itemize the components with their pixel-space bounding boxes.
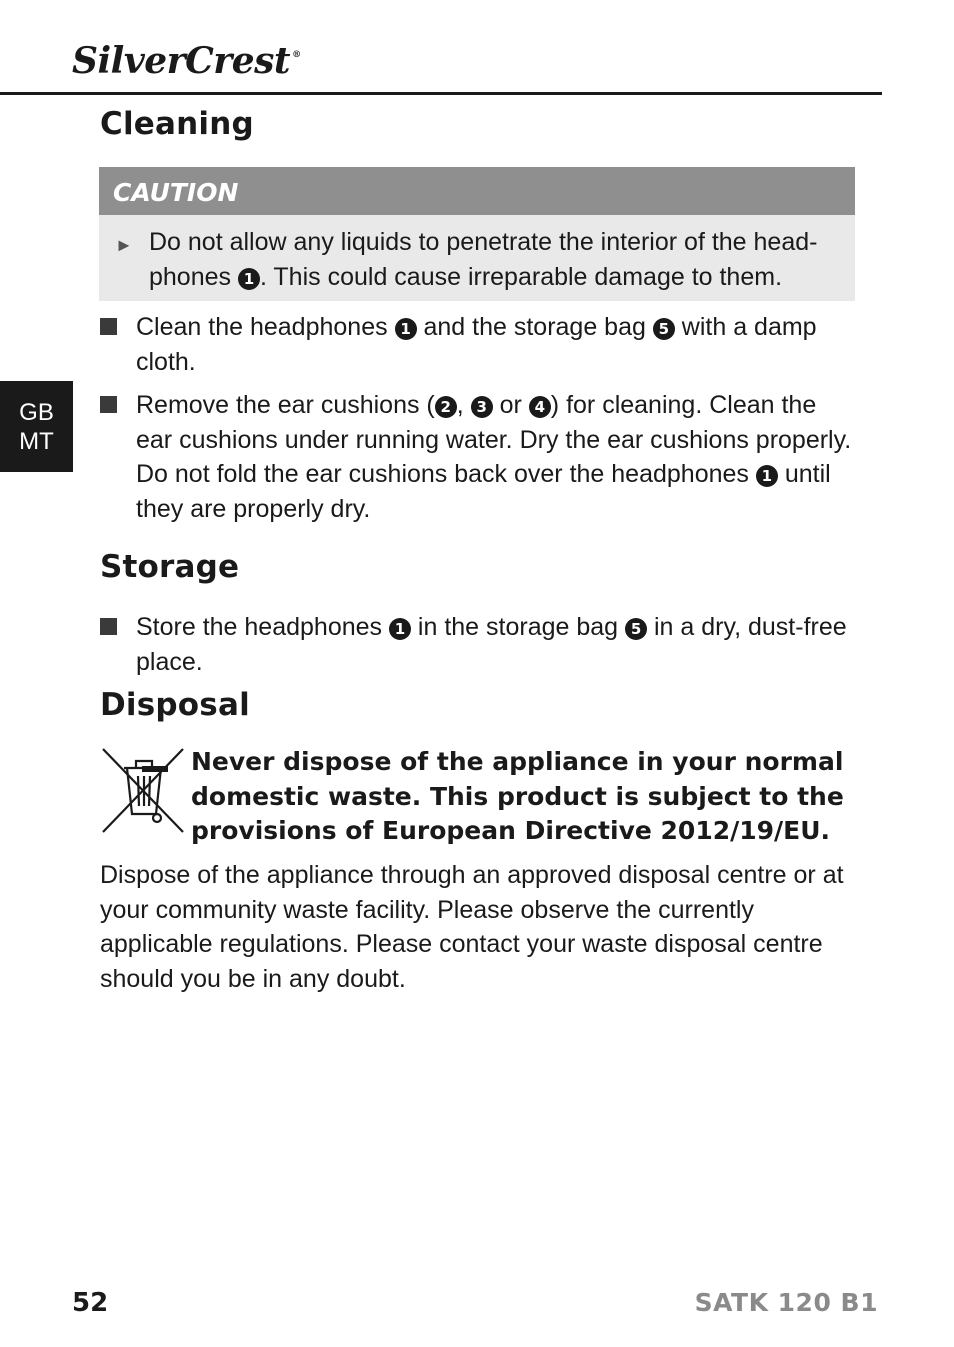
- crossed-out-bin-icon: [100, 746, 186, 836]
- caution-item: [99, 215, 855, 295]
- caution-box: [99, 167, 855, 301]
- model-number: SATK 120 B1: [694, 1288, 878, 1317]
- caution-arrow-icon: ►: [115, 235, 133, 255]
- bullet-text: ) for cleaning. Clean the ear cushions under running water. Dry the ear cushions properly. Do not fold the ear cushions back over the headphones: [136, 391, 852, 488]
- bullet-text: in the storage bag: [410, 613, 626, 641]
- ref-number-1: 1: [238, 268, 260, 290]
- ref-number-2: 2: [435, 396, 457, 418]
- cleaning-bullet-1: [100, 310, 860, 379]
- bullet-text: Store the headphones: [136, 613, 389, 641]
- caution-text-line2a: phones: [149, 263, 238, 291]
- ref-number-5: 5: [625, 618, 647, 640]
- bullet-text: and the storage bag: [416, 313, 653, 341]
- bullet-square-icon: [100, 396, 117, 413]
- bullet-text: with a damp cloth.: [136, 313, 817, 376]
- language-code-mt: MT: [19, 427, 54, 455]
- caution-text-line2b: . This could cause irreparable damage to them.: [259, 263, 783, 291]
- bullet-text: ,: [456, 391, 471, 419]
- brand-name: SilverCrest: [72, 40, 291, 82]
- ref-number-3: 3: [471, 396, 493, 418]
- bullet-text: Remove the ear cushions (: [136, 391, 435, 419]
- header-rule: [0, 92, 882, 95]
- bullet-text: Clean the headphones: [136, 313, 395, 341]
- cleaning-heading: Cleaning: [100, 106, 254, 142]
- ref-number-1: 1: [389, 618, 411, 640]
- bullet-square-icon: [100, 318, 117, 335]
- registered-mark: ®: [292, 50, 301, 60]
- caution-label: CAUTION: [99, 167, 855, 215]
- caution-text-line1: Do not allow any liquids to penetrate the interior of the head-: [149, 228, 818, 256]
- cleaning-bullet-2: [100, 388, 860, 526]
- ref-number-5: 5: [653, 318, 675, 340]
- ref-number-1: 1: [756, 465, 778, 487]
- bullet-text: in a dry, dust-free place.: [136, 613, 847, 676]
- brand-logo: [72, 40, 301, 82]
- language-code-gb: GB: [19, 398, 54, 426]
- bullet-text: until they are properly dry.: [136, 460, 831, 523]
- storage-bullet: [100, 610, 860, 679]
- ref-number-1: 1: [395, 318, 417, 340]
- bullet-text: or: [492, 391, 529, 419]
- ref-number-4: 4: [529, 396, 551, 418]
- bullet-square-icon: [100, 618, 117, 635]
- language-tab: [0, 381, 73, 472]
- page-number: 52: [72, 1288, 109, 1318]
- disposal-heading: Disposal: [100, 687, 250, 723]
- storage-heading: Storage: [100, 549, 240, 585]
- disposal-body: Dispose of the appliance through an approved disposal centre or at your community waste facility. Please observe the currently applicable regulations. Please contact your waste disposal centre should you be in any doubt.: [100, 861, 844, 993]
- disposal-warning: Never dispose of the appliance in your normal domestic waste. This product is subject to the provisions of European Directive 2012/19/EU.: [191, 747, 844, 845]
